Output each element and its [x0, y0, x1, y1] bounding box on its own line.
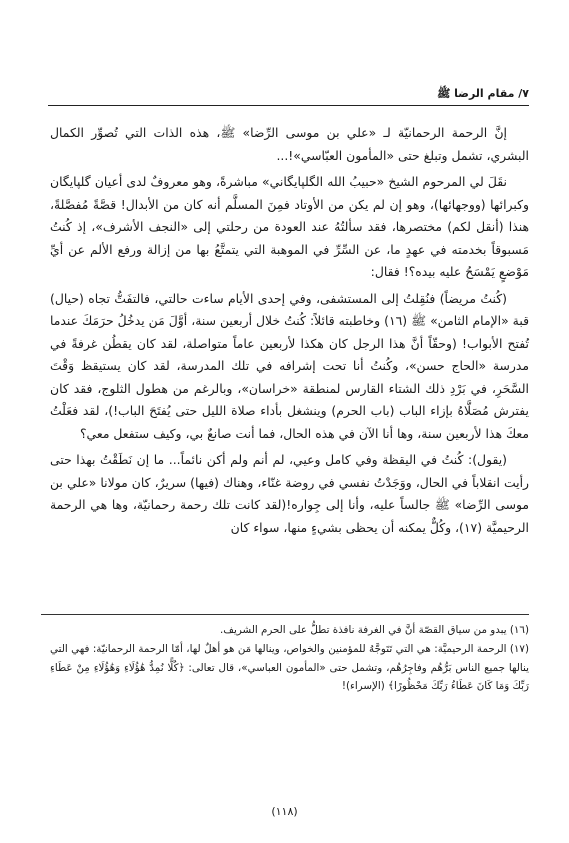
paragraph: (يقول): كُنتُ في اليقظة وفي كامل وعيي، لم أنم ولم أكن نائماً... ما إن نَطَقْتُ بهذا حتى رأيت انقلاباً في الحال، ووَجَدْتُ نفسي في روضة غنّاء، وهناك (فيها) سريرٌ، كان مولانا «علي بن موسى الرِّضا» ﷺ جالساً عليه، وأنا إلى جِواره!(لقد كانت تلك رحمة رحمانيّة، وها هي الرحمة الرحيميَّة (١٧)، وكُلٌّ يمكنه أن يحظى بشيءٍ منها، سواء كان: [50, 452, 529, 535]
page-number: (١١٨): [271, 805, 298, 818]
footnote: (١٦) يبدو من سياق القصّة أنَّ في الغرفة نافذة تطلُّ على الحرم الشريف.: [220, 624, 529, 636]
running-header: [48, 87, 529, 106]
footnote: (١٧) الرحمة الرحيميَّة: هي التي تَتَوجَّهُ للمؤمنين والخواص، وينالها مَن هو أهلٌ لها، أمّا الرحمة الرحمانيّة: فهي التي ينالها جميع الناس بَرُّهُم وفاجِرُهُم، وتشمل حتى «المأمون العباسي»، قال تعالى: ﴿كُلًّا نُمِدُّ هَٰؤُلَاءِ وَهَٰؤُلَاءِ مِنْ عَطَاءِ رَبِّكَ وَمَا كَانَ عَطَاءُ رَبِّكَ مَحْظُورًا﴾ (الإسراء)!: [50, 642, 529, 693]
chapter-title: ٧/ مقام الرضا ﷺ: [437, 87, 529, 100]
paragraph: (كُنتُ مريضاً) فنُقِلتُ إلى المستشفى، وفي إحدى الأيام ساءت حالتي، فالتفَتُّ تجاه (حيال) قبة «الإمام الثامن» ﷺ (١٦) وخاطبته قائلاً: كُنتُ خلال أربعين سنة، أوَّلَ مَن يدخُلُ حرَمَكَ عندما تُفتح الأبواب! (وحقّاً أنَّ هذا الرجل كان هكذا لأربعين عاماً متواصلة، لقد كان يقطُن غرفةً في مدرسة «الحاج حسن»، وكُنتُ أنا تحت إشرافه في تلك المدرسة، لقد كان يستيقظ وَقْتَ السَّحَرِ، في بَرْدِ ذلك الشتاء القارس لمنطقة «خراسان»، وبالرغم من هطول الثلوج، فقد كان يفترش مُصَلَّاهُ بإزاء الباب (باب الحرم) وينشغل بأداء صلاة الليل حتى يُفتَحَ الباب!)، لقد فعَلْتُ معكَ هذا لأربعين سنة، وها أنا الآن في هذه الحال، فما أنت صانعٌ بي، وكيف ستفعل معي؟: [50, 290, 529, 441]
footnote-separator: [41, 614, 529, 615]
footnotes: [50, 621, 529, 696]
main-text: [50, 122, 529, 539]
paragraph: نقَلَ لي المرحوم الشيخ «حبيبُ الله الگلپايگاني» مباشرةً، وهو معروفٌ لدى أعيان گلپايگان وكبرائها (ووجهائها)، وهو إن لم يكن من الأوتاد فمِنَ المسلَّم أنه كان من الأبدال! قصَّةً مُفصَّلةً، هنذا (أنقل لكم) مختصرها، فقد سألتُهُ عند العودة من رحلتي إلى «النجف الأشرف»، إذ كُنتُ مَسبوقاً بخدمته في عهدٍ ما، عن السِّرِّ في الموهبة التي يتمتَّعُ بها من إزالة ورفع الألم عن أيِّ مَوْضعٍ يَمْسَحُ عليه بيده؟! فقال:: [50, 174, 529, 279]
paragraph: إنَّ الرحمة الرحمانيّة لـ «علي بن موسى الرِّضا» ﷺ، هذه الذات التي تُصوِّر الكمال البشري، تشمل وتبلغ حتى «المأمون العبّاسي»!...: [50, 125, 529, 163]
